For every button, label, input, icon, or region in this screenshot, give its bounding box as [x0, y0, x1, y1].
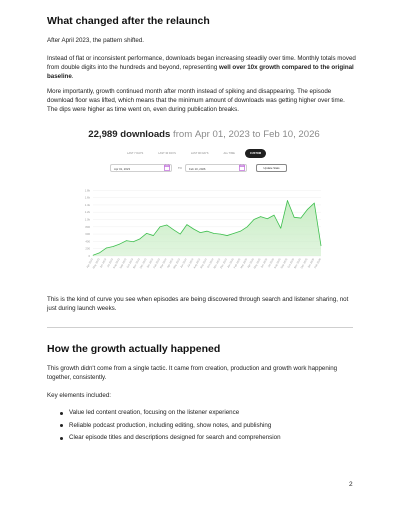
tab-all-time[interactable]: ALL TIME: [223, 152, 235, 155]
y-tick-label: 1.6k: [84, 195, 90, 200]
section-heading-relaunch: What changed after the relaunch: [47, 15, 210, 27]
headline-end: Feb 10, 2026: [263, 129, 320, 140]
end-date-field[interactable]: Feb 10, 2026: [185, 164, 247, 172]
x-tick-label: Jun 2023: [99, 257, 108, 269]
x-tick-label: Nov 2023: [132, 257, 141, 270]
data-point: [187, 224, 188, 225]
x-tick-label: Jun 2024: [179, 257, 188, 269]
data-point: [160, 227, 161, 228]
list-item: Value led content creation, focusing on the listener experience: [60, 407, 360, 420]
growth-period: .: [71, 73, 74, 80]
x-tick-label: Sep 2023: [119, 258, 128, 270]
headline-count: 22,989 downloads: [88, 129, 171, 140]
growth-paragraph: [47, 54, 357, 81]
x-tick-label: Feb 2024: [152, 258, 161, 270]
data-point: [294, 217, 295, 218]
headline-start: Apr 01, 2023: [194, 129, 250, 140]
x-tick-label: Jan 2024: [146, 257, 155, 269]
calendar-icon[interactable]: [164, 164, 170, 171]
section-divider: [47, 327, 353, 328]
growth-origin-paragraph: This growth didn't come from a single tactic. It came from creation, production and growth work happening together, consistently.: [47, 365, 338, 381]
headline-from: from: [173, 129, 193, 140]
growth-emphasis: well over 10x growth compared to the original baseline: [47, 64, 354, 80]
calendar-icon[interactable]: [239, 164, 245, 171]
data-point: [200, 232, 201, 233]
x-tick-label: May 2023: [92, 258, 101, 270]
data-point: [260, 216, 261, 217]
section-heading-growth: How the growth actually happened: [47, 343, 221, 355]
start-date-field[interactable]: Apr 01, 2023: [110, 164, 172, 172]
data-point: [106, 248, 107, 249]
x-tick-label: May 2024: [172, 258, 182, 270]
data-point: [120, 244, 121, 245]
chart-headline: [80, 129, 328, 140]
x-tick-label: Nov 2025: [293, 257, 302, 270]
tab-last-7-days[interactable]: LAST 7 DAYS: [127, 152, 144, 155]
x-tick-label: Mar 2024: [159, 257, 168, 269]
data-point: [133, 241, 134, 242]
x-tick-label: Jul 2025: [267, 258, 275, 268]
data-point: [274, 215, 275, 216]
growth-text: Instead of flat or inconsistent performance, downloads began increasing steadily over time. Monthly totals moved from double digits into the hundreds and beyond, representing: [47, 55, 356, 71]
y-tick-label: 200: [85, 246, 90, 251]
data-point: [280, 228, 281, 229]
data-point: [314, 203, 315, 204]
curve-explanation: This is the kind of curve you see when episodes are being discovered through search and listener sharing, not just during launch weeks.: [47, 296, 349, 312]
data-point: [287, 200, 288, 201]
data-point: [99, 252, 100, 253]
to-label: TO: [178, 166, 182, 170]
headline-to: to: [252, 129, 261, 140]
data-point: [193, 229, 194, 230]
x-tick-label: Feb 2025: [233, 258, 242, 269]
data-point: [267, 218, 268, 219]
x-tick-label: Jul 2024: [186, 258, 195, 268]
data-point: [307, 209, 308, 210]
page-number: 2: [349, 481, 353, 488]
data-point: [207, 231, 208, 232]
x-tick-label: Sep 2024: [199, 258, 208, 270]
x-tick-label: Apr 2024: [166, 257, 175, 269]
range-tabs: [122, 149, 266, 158]
downloads-area-chart: [80, 177, 328, 284]
data-point: [140, 239, 141, 240]
data-point: [146, 233, 147, 234]
data-point: [227, 235, 228, 236]
list-item: Clear episode titles and descriptions designed for search and comprehension: [60, 432, 360, 445]
data-point: [247, 227, 248, 228]
x-tick-label: Aug 2023: [112, 257, 121, 270]
x-tick-label: Dec 2023: [139, 258, 148, 270]
x-tick-label: Aug 2025: [273, 257, 282, 270]
x-tick-label: Nov 2024: [213, 257, 222, 270]
x-tick-label: Feb 2026: [313, 258, 322, 269]
tab-custom[interactable]: CUSTOM: [245, 149, 266, 158]
x-tick-label: Oct 2024: [206, 258, 215, 269]
x-tick-label: Oct 2023: [126, 258, 135, 269]
x-tick-label: Apr 2023: [86, 258, 94, 269]
intro-paragraph: After April 2023, the pattern shifted.: [47, 37, 144, 44]
downloads-chart-widget: [80, 129, 328, 284]
x-tick-label: Aug 2024: [193, 257, 202, 270]
key-elements-list: [60, 407, 360, 445]
data-point: [254, 219, 255, 220]
list-item: Reliable podcast production, including editing, show notes, and publishing: [60, 420, 360, 433]
data-point: [180, 234, 181, 235]
data-point: [126, 240, 127, 241]
data-point: [173, 229, 174, 230]
data-point: [234, 233, 235, 234]
x-tick-label: Oct 2025: [287, 258, 296, 269]
x-tick-label: Apr 2025: [246, 257, 255, 269]
tab-last-90-days[interactable]: LAST 90 DAYS: [190, 152, 209, 155]
x-tick-label: Dec 2025: [300, 258, 309, 270]
x-tick-label: Jan 2025: [226, 257, 235, 269]
data-point: [93, 255, 94, 256]
data-point: [301, 218, 302, 219]
x-tick-label: Jun 2025: [260, 257, 269, 269]
data-point: [153, 235, 154, 236]
data-point: [166, 225, 167, 226]
y-tick-label: 0: [88, 254, 90, 258]
consistency-paragraph: More importantly, growth continued month after month instead of spiking and disappearing. The episode download floor was lifted, which means that the minimum amount of downloads was getting higher over time. The dips were higher as time went on, even during publication breaks.: [47, 88, 345, 113]
y-tick-label: 600: [85, 232, 90, 237]
x-tick-label: Jul 2023: [106, 258, 114, 268]
data-point: [220, 234, 221, 235]
x-tick-label: Sep 2025: [280, 257, 289, 270]
y-tick-label: 800: [85, 224, 90, 229]
x-tick-label: May 2025: [253, 258, 262, 270]
x-tick-label: Mar 2025: [240, 258, 249, 270]
key-elements-intro: Key elements included:: [47, 392, 111, 399]
y-tick-label: 400: [85, 239, 90, 244]
data-point: [240, 231, 241, 232]
data-point: [321, 245, 322, 246]
y-tick-label: 1.4k: [84, 202, 90, 207]
update-stats-button[interactable]: Update Stats: [256, 164, 287, 172]
y-tick-label: 1.2k: [84, 210, 90, 215]
y-tick-label: 1.0k: [84, 217, 90, 222]
downloads-area: [93, 201, 321, 256]
data-point: [213, 233, 214, 234]
x-tick-label: Dec 2024: [219, 258, 228, 270]
x-tick-label: Jan 2026: [307, 257, 316, 269]
y-tick-label: 1.8k: [84, 188, 90, 193]
tab-last-30-days[interactable]: LAST 30 DAYS: [158, 152, 176, 155]
data-point: [113, 246, 114, 247]
